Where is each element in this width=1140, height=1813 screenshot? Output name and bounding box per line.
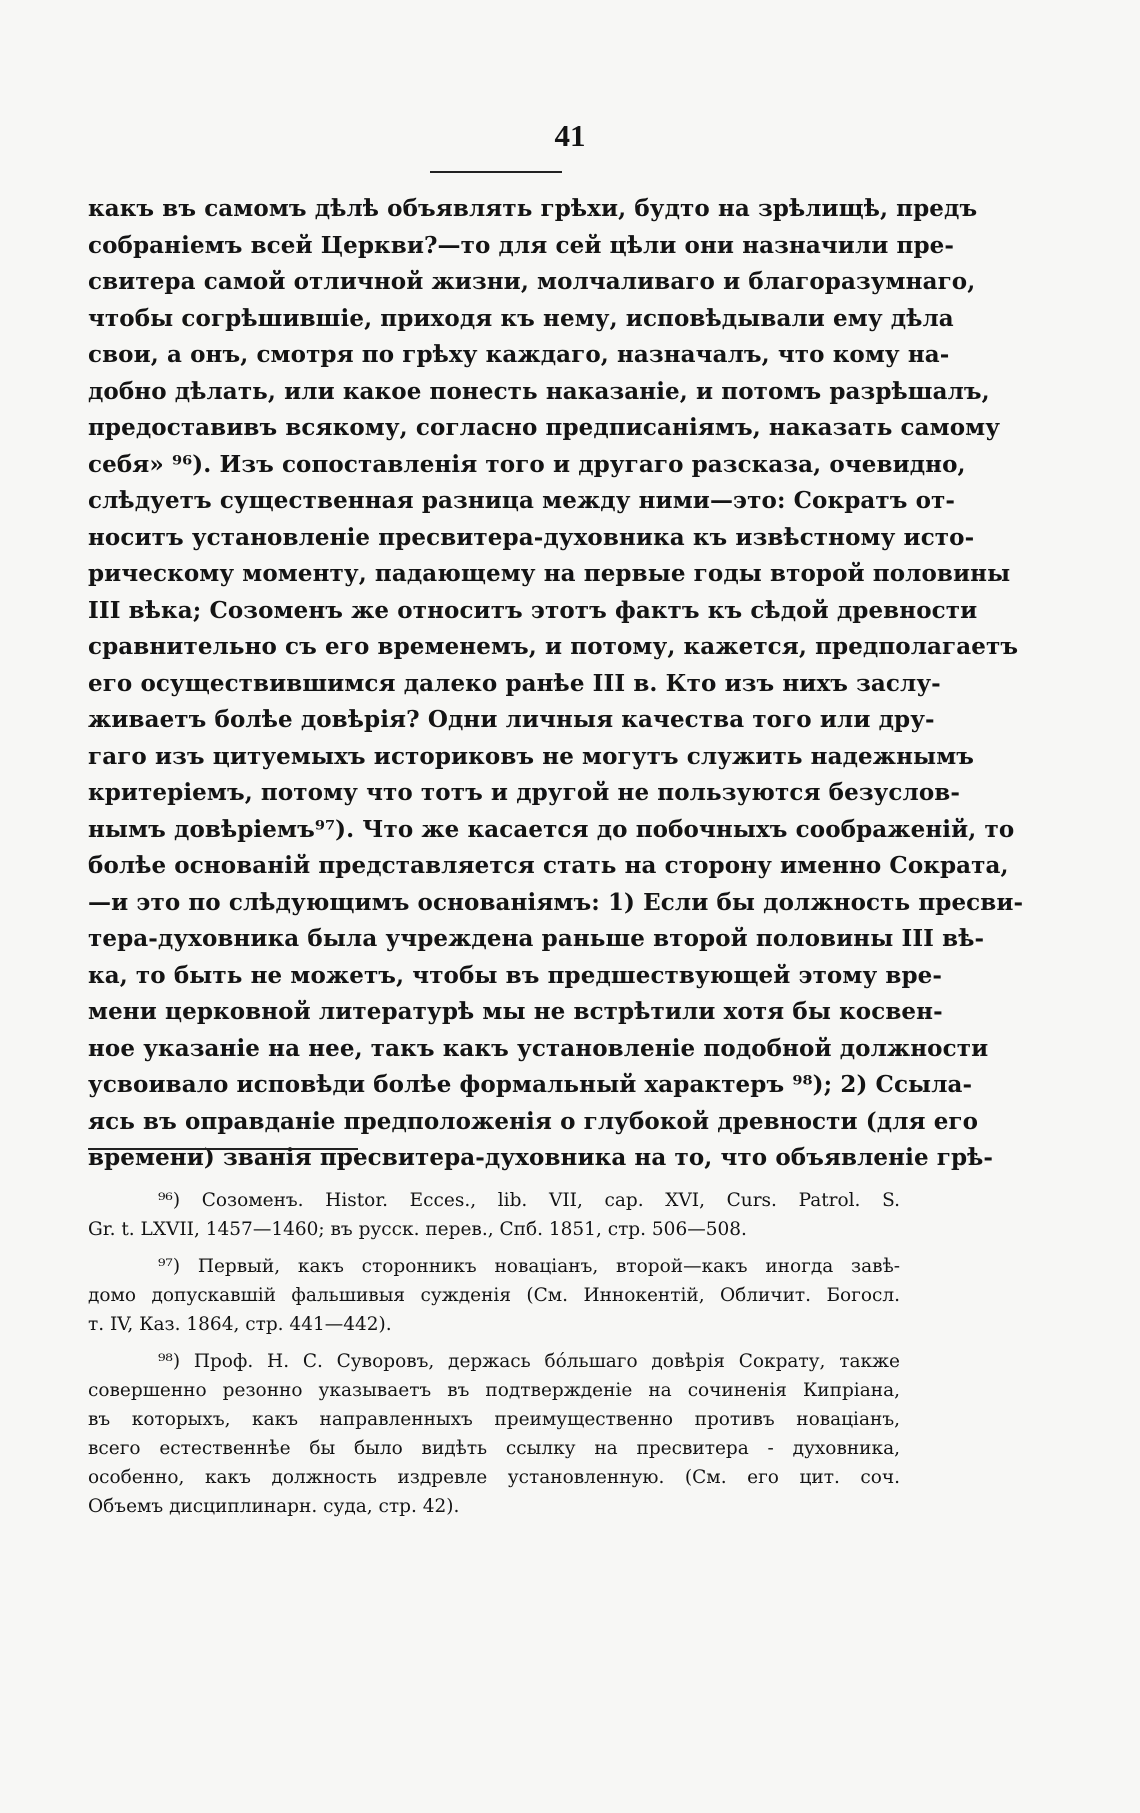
main-text-line: болѣе основаній представляется стать на сторону именно Сократа, [88, 852, 1009, 879]
footnote-line: т. IV, Каз. 1864, стр. 441—442). [88, 1314, 392, 1335]
main-text-line: III вѣка; Созоменъ же относитъ этотъ фактъ къ сѣдой древности [88, 596, 978, 624]
main-text-line: сравнительно съ его временемъ, и потому, кажется, предполагаетъ [88, 633, 1019, 660]
main-text-line: тера-духовника была учреждена раньше второй половины III вѣ- [88, 925, 985, 952]
page-number: 41 [554, 118, 586, 153]
main-text-line: чтобы согрѣшившіе, приходя къ нему, исповѣдывали ему дѣла [88, 304, 954, 332]
footnote-rule [88, 1148, 358, 1150]
footnote-line: въ которыхъ, какъ направленныхъ преимущественно противъ новаціанъ, [88, 1409, 900, 1430]
header-rule [430, 171, 562, 173]
main-text-line: носитъ установленіе пресвитера-духовника къ извѣстному исто- [88, 523, 975, 551]
main-text-line: какъ въ самомъ дѣлѣ объявлять грѣхи, будто на зрѣлищѣ, предъ [88, 195, 978, 222]
main-text-line: времени) званія пресвитера-духовника на то, что объявленіе грѣ- [88, 1144, 994, 1171]
main-text-line: собраніемъ всей Церкви?—то для сей цѣли они назначили пре- [88, 231, 955, 259]
footnote-line: всего естественнѣе бы было видѣть ссылку на пресвитера - духовника, [88, 1438, 900, 1459]
footnotes [88, 1186, 900, 1529]
main-text-line: себя» ⁹⁶). Изъ сопоставленія того и другаго разсказа, очевидно, [88, 450, 966, 478]
footnote-line: совершенно резонно указываетъ въ подтвержденіе на сочиненія Кипріана, [88, 1380, 900, 1401]
main-text-line: гаго изъ цитуемыхъ историковъ не могутъ служить надежнымъ [88, 742, 975, 770]
main-text-line: нымъ довѣріемъ⁹⁷). Что же касается до побочныхъ соображеній, то [88, 815, 1015, 843]
main-text-line: —и это по слѣдующимъ основаніямъ: 1) Если бы должность пресви- [88, 888, 1024, 916]
footnote-line: Gr. t. LXVII, 1457—1460; въ русск. перев., Спб. 1851, стр. 506—508. [88, 1219, 747, 1240]
footnote-line: ⁹⁸) Проф. Н. С. Суворовъ, держась бо́льшаго довѣрія Сократу, также [158, 1351, 900, 1372]
main-text-line: усвоивало исповѣди болѣе формальный характеръ ⁹⁸); 2) Ссыла- [88, 1071, 973, 1098]
footnote-line: особенно, какъ должность издревле установленную. (См. его цит. соч. [88, 1467, 900, 1488]
footnote-98 [88, 1347, 900, 1521]
main-text-line: предоставивъ всякому, согласно предписаніямъ, наказать самому [88, 414, 1001, 441]
main-text-line: добно дѣлать, или какое понесть наказаніе, и потомъ разрѣшалъ, [88, 377, 990, 405]
main-text-line: мени церковной литературѣ мы не встрѣтили хотя бы косвен- [88, 998, 943, 1025]
footnote-line: ⁹⁷) Первый, какъ сторонникъ новаціанъ, второй—какъ иногда завѣ- [158, 1256, 900, 1277]
main-text-line: слѣдуетъ существенная разница между ними—это: Сократъ от- [88, 487, 956, 514]
main-text-line: ка, то быть не можетъ, чтобы въ предшествующей этому вре- [88, 961, 943, 989]
main-text-line: рическому моменту, падающему на первые годы второй половины [88, 560, 1011, 587]
footnote-line: Объемъ дисциплинарн. суда, стр. 42). [88, 1496, 460, 1517]
main-text-line: ное указаніе на нее, такъ какъ установленіе подобной должности [88, 1034, 989, 1062]
footnote-line: домо допускавшій фальшивыя сужденія (См. Иннокентій, Обличит. Богосл. [88, 1285, 900, 1306]
main-text-line: свои, а онъ, смотря по грѣху каждаго, назначалъ, что кому на- [88, 341, 950, 368]
footnote-96 [88, 1186, 900, 1244]
main-text-line: его осуществившимся далеко ранѣе III в. Кто изъ нихъ заслу- [88, 669, 941, 697]
main-text-line: критеріемъ, потому что тотъ и другой не пользуются безуслов- [88, 779, 961, 806]
main-text [88, 191, 1024, 1177]
main-text-line: свитера самой отличной жизни, молчаливаго и благоразумнаго, [88, 268, 976, 295]
footnote-97 [88, 1252, 900, 1339]
main-text-line: ясь въ оправданіе предположенія о глубокой древности (для его [88, 1107, 979, 1135]
footnote-line: ⁹⁶) Созоменъ. Histor. Ecces., lib. VII, cap. XVI, Curs. Patrol. S. [158, 1190, 900, 1211]
main-text-line: живаетъ болѣе довѣрія? Одни личныя качества того или дру- [88, 706, 935, 733]
